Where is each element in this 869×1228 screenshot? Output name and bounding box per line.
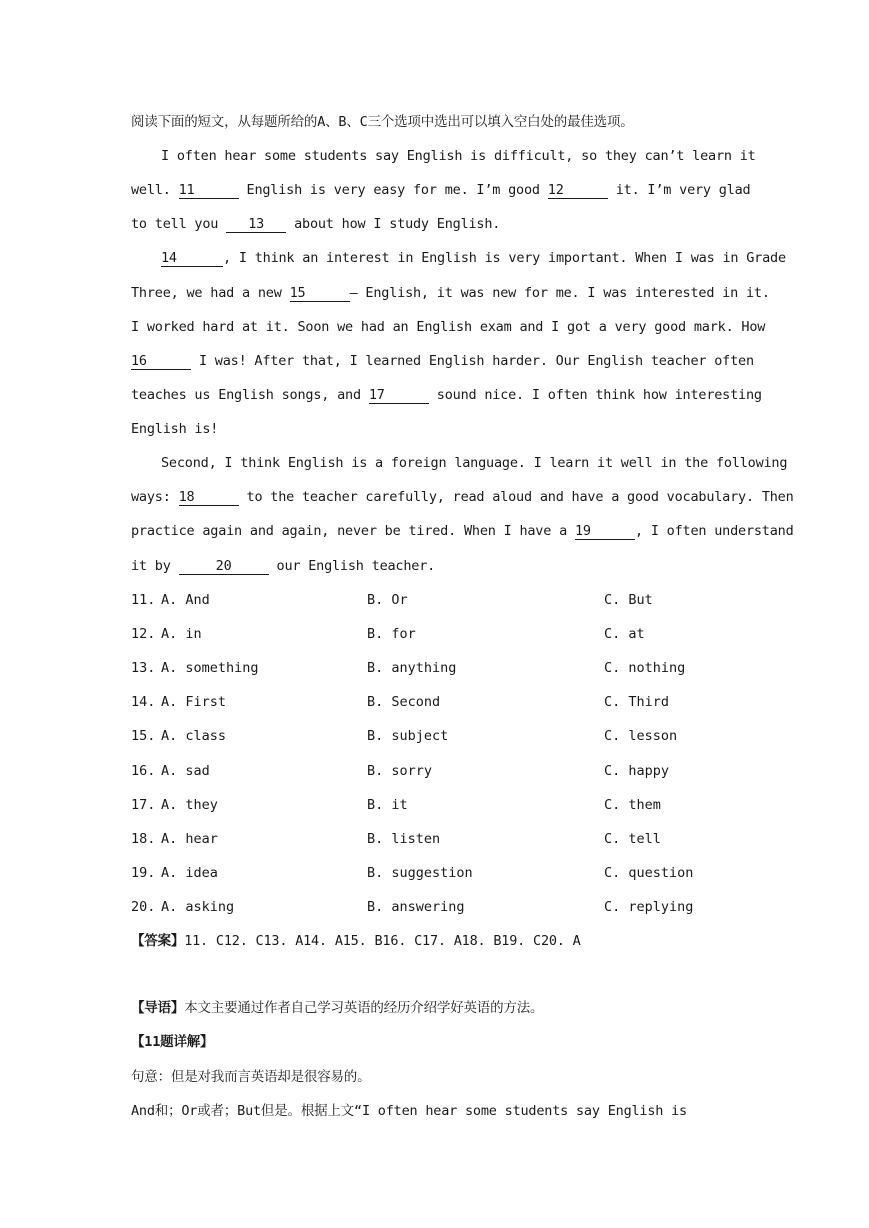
option-c: C. them: [604, 797, 661, 813]
option-c: C. replying: [604, 899, 694, 915]
option-a: A. in: [161, 626, 202, 642]
passage-line-6: I worked hard at it. Soon we had an English exam and I got a very good mark. How: [131, 319, 766, 335]
option-b: B. suggestion: [367, 865, 473, 881]
option-c: C. But: [604, 592, 653, 608]
blank-20: 20: [179, 558, 269, 575]
blank-11: 11: [179, 182, 239, 199]
blank-14: 14: [161, 250, 223, 267]
option-row: [131, 623, 739, 645]
option-a: A. asking: [161, 899, 235, 915]
passage-line-12: practice again and again, never be tired. When I have a 19 , I often understand: [131, 523, 794, 539]
option-a: A. something: [161, 660, 259, 676]
option-c: C. lesson: [604, 728, 678, 744]
option-a: A. they: [161, 797, 218, 813]
option-number: 15.: [131, 728, 156, 744]
blank-13: 13: [226, 216, 286, 233]
answer-label: 【答案】: [131, 933, 185, 949]
option-b: B. sorry: [367, 763, 433, 779]
guide-line: [131, 997, 739, 1019]
passage-line-1: I often hear some students say English is difficult, so they can’t learn it: [161, 148, 756, 164]
detail-11-label: 【11题详解】: [131, 1034, 214, 1050]
option-c: C. question: [604, 865, 694, 881]
option-row: [131, 691, 739, 713]
passage-line-11: ways: 18 to the teacher carefully, read aloud and have a good vocabulary. Then: [131, 489, 794, 505]
blank-12: 12: [548, 182, 608, 199]
option-b: B. it: [367, 797, 408, 813]
option-number: 14.: [131, 694, 156, 710]
option-number: 17.: [131, 797, 156, 813]
blank-19: 19: [575, 523, 635, 540]
passage-line-7: 16 I was! After that, I learned English harder. Our English teacher often: [131, 353, 754, 369]
option-number: 12.: [131, 626, 156, 642]
guide-label: 【导语】: [131, 1000, 185, 1016]
option-a: A. sad: [161, 763, 210, 779]
option-c: C. tell: [604, 831, 661, 847]
option-row: [131, 760, 739, 782]
option-row: [131, 794, 739, 816]
option-row: [131, 725, 739, 747]
answer-text: 11. C12. C13. A14. A15. B16. C17. A18. B19. C20. A: [184, 933, 581, 949]
blank-16: 16: [131, 353, 191, 370]
option-b: B. answering: [367, 899, 465, 915]
passage-line-3: to tell you 13 about how I study English.: [131, 216, 501, 232]
option-b: B. anything: [367, 660, 457, 676]
option-number: 13.: [131, 660, 156, 676]
option-c: C. happy: [604, 763, 670, 779]
answer-line: [131, 930, 739, 952]
option-number: 19.: [131, 865, 156, 881]
instruction: 阅读下面的短文，从每题所给的A、B、C三个选项中选出可以填入空白处的最佳选项。: [131, 114, 634, 130]
passage-line-13: it by 20 our English teacher.: [131, 558, 436, 574]
option-number: 16.: [131, 763, 156, 779]
guide-text: 本文主要通过作者自己学习英语的经历介绍学好英语的方法。: [184, 1000, 544, 1016]
passage-line-10: Second, I think English is a foreign language. I learn it well in the following: [161, 455, 788, 471]
option-a: A. And: [161, 592, 210, 608]
option-row: [131, 896, 739, 918]
passage-line-5: Three, we had a new 15 — English, it was new for me. I was interested in it.: [131, 285, 770, 301]
detail-11-analysis: And和；Or或者；But但是。根据上文“I often hear some students say English is: [131, 1103, 687, 1119]
option-c: C. nothing: [604, 660, 686, 676]
option-b: B. Or: [367, 592, 408, 608]
option-row: [131, 862, 739, 884]
blank-17: 17: [369, 387, 429, 404]
passage-line-4: 14 , I think an interest in English is very important. When I was in Grade: [161, 250, 786, 266]
passage-line-2: well. 11 English is very easy for me. I’m good 12 it. I’m very glad: [131, 182, 751, 198]
passage-line-9: English is!: [131, 421, 219, 437]
option-row: [131, 657, 739, 679]
option-b: B. Second: [367, 694, 441, 710]
option-a: A. hear: [161, 831, 218, 847]
option-b: B. for: [367, 626, 416, 642]
option-c: C. Third: [604, 694, 670, 710]
blank-15: 15: [290, 285, 350, 302]
blank-18: 18: [179, 489, 239, 506]
option-number: 11.: [131, 592, 156, 608]
option-number: 18.: [131, 831, 156, 847]
option-row: [131, 828, 739, 850]
option-c: C. at: [604, 626, 645, 642]
option-a: A. class: [161, 728, 227, 744]
option-a: A. First: [161, 694, 227, 710]
option-b: B. subject: [367, 728, 449, 744]
option-b: B. listen: [367, 831, 441, 847]
detail-11-sentence: 句意：但是对我而言英语却是很容易的。: [131, 1069, 371, 1085]
option-number: 20.: [131, 899, 156, 915]
option-row: [131, 589, 739, 611]
option-a: A. idea: [161, 865, 218, 881]
passage-line-8: teaches us English songs, and 17 sound nice. I often think how interesting: [131, 387, 762, 403]
